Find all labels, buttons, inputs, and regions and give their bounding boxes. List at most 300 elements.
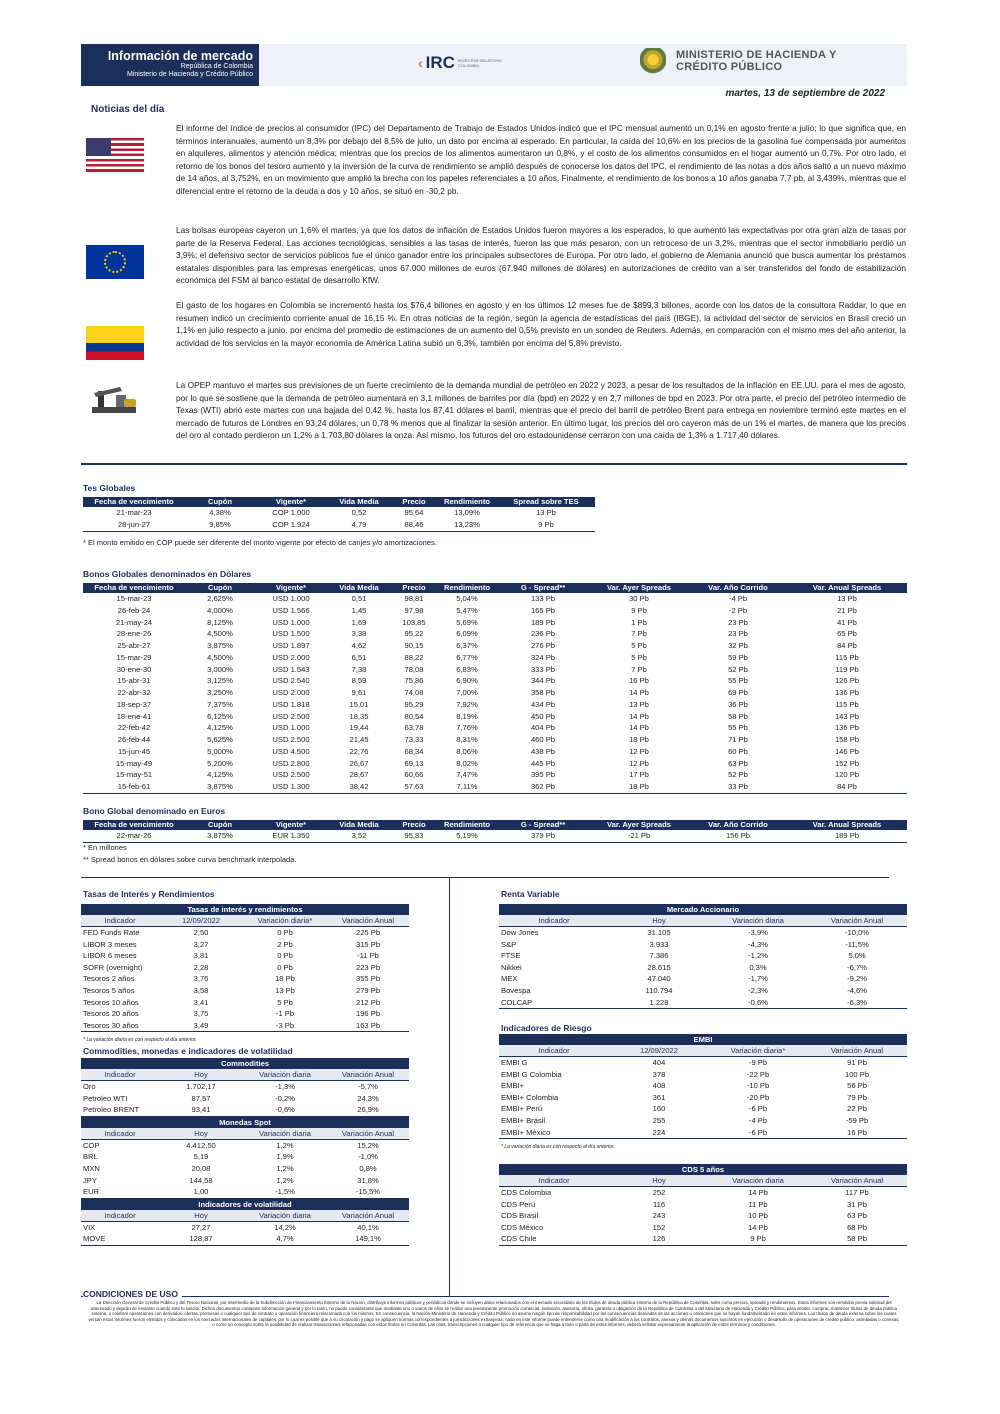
volatility-col-header: Variación diaria (243, 1210, 327, 1222)
table-cell: 14 Pb (629, 723, 649, 733)
table-cell: -0,6% (709, 997, 807, 1009)
table-cell: 189 Pb (530, 617, 556, 627)
table-cell: 0,52 (351, 508, 367, 517)
table-cell: 110.794 (645, 985, 673, 995)
table-cell: 38,42 (327, 781, 391, 793)
usd-bonds-row (83, 781, 907, 793)
table-cell: 236 Pb (530, 629, 556, 639)
table-cell: 100 Pb (844, 1069, 870, 1079)
table-cell: 47.040 (647, 974, 671, 984)
table-cell: 63,78 (404, 723, 424, 733)
commodities-band-label: Commodities (81, 1058, 409, 1069)
table-cell: 189 Pb (787, 830, 907, 842)
table-cell: 22,76 (349, 746, 369, 756)
embi-row (499, 1057, 907, 1069)
table-cell: 156 Pb (689, 830, 787, 842)
usd-bonds-row (83, 711, 907, 723)
table-cell: USD 2.000 (272, 652, 310, 662)
table-cell: 18-ene-41 (116, 711, 152, 721)
equity-band (499, 904, 907, 915)
table-cell: 60 Pb (728, 746, 748, 756)
table-cell: USD 1.000 (272, 594, 310, 603)
table-cell: 15-may-49 (115, 758, 153, 768)
volatility-row (81, 1221, 409, 1233)
volatility-band-label: Indicadores de volatilidad (81, 1198, 409, 1210)
usd-bonds-col-header: Var. Anual Spreads (787, 583, 907, 593)
table-cell: Bovespa (501, 985, 531, 995)
table-cell: 88,46 (391, 519, 437, 531)
embi-band (499, 1034, 907, 1045)
commodities-row (81, 1081, 409, 1093)
table-cell: COP (83, 1140, 100, 1150)
usd-bonds-row (83, 675, 907, 687)
table-cell: USD 2.540 (272, 676, 310, 686)
table-cell: 15,2% (357, 1140, 379, 1150)
eur-note-2: ** Spread bonos en dólares sobre curva benchmark interpolada. (83, 855, 297, 864)
oil-pump-icon (90, 385, 140, 415)
usd-bonds-row (83, 758, 907, 770)
cmv-table (81, 1058, 409, 1246)
ministry-logo (640, 48, 837, 74)
table-cell: 1,2% (276, 1140, 294, 1150)
table-cell: -10,0% (844, 928, 870, 937)
table-cell: -21 Pb (589, 830, 689, 842)
table-cell: 28-ene-26 (116, 629, 152, 639)
ministry-name-1: MINISTERIO DE HACIENDA Y (676, 49, 837, 61)
eur-bond-table (83, 820, 907, 843)
rates-row (81, 927, 409, 939)
table-cell: EMBI+ Colombia (501, 1092, 559, 1102)
table-cell: 1,45 (351, 605, 367, 615)
eur-bond-col-header: G - Spread** (497, 820, 589, 830)
usd-bonds-col-header: Rendimiento (437, 583, 497, 593)
table-cell: FED Funds Rate (83, 928, 140, 937)
table-cell: 0 Pb (277, 928, 293, 937)
table-cell: 9,61 (351, 688, 367, 697)
equity-row (499, 939, 907, 951)
table-cell: -1,5% (243, 1186, 327, 1198)
table-cell: 16 Pb (807, 1127, 907, 1139)
fx-col-header: Indicador (81, 1128, 159, 1140)
table-cell: 0,8% (359, 1163, 377, 1173)
table-cell: 5 Pb (631, 652, 647, 662)
table-cell: 18-sep-37 (116, 699, 152, 709)
table-cell: -1,3% (275, 1082, 295, 1091)
table-cell: -0,2% (275, 1093, 295, 1103)
table-cell: 8,06% (456, 746, 478, 756)
table-cell: -4,6% (847, 985, 867, 995)
embi-row (499, 1080, 907, 1092)
conditions-title: CONDICIONES DE USO (83, 1289, 182, 1299)
table-cell: COP 1.000 (272, 508, 310, 517)
header-subtitle-1: República de Colombia (180, 63, 253, 70)
fx-col-header: Variación Anual (327, 1128, 409, 1140)
table-cell: Oro (83, 1082, 96, 1091)
table-cell: 117 Pb (845, 1188, 869, 1197)
embi-col-header: 12/09/2022 (609, 1045, 709, 1057)
embi-row (499, 1069, 907, 1081)
rates-row (81, 962, 409, 974)
table-cell: 255 (652, 1115, 666, 1125)
table-cell: 252 (652, 1188, 666, 1197)
eur-bond-col-header: Vigente* (255, 820, 327, 830)
table-cell: 31.105 (647, 928, 671, 937)
header-subtitle-2: Ministerio de Hacienda y Crédito Público (126, 71, 253, 78)
table-cell: 0 Pb (277, 962, 293, 972)
table-cell: 69,13 (404, 758, 424, 768)
news-item-oil: La OPEP mantuvo el martes sus previsiones de un fuerte crecimiento de la demanda mundial de petróleo en 2022 y 2023, a pesar de los resultados de la inflación en EE.UU. para el mes de agosto, por lo que se sostiene que la demanda de petróleo aumentará en 3,1 millones de barriles por día (bpd) en 2022 y en 2,7 millones de bpd en 2023. Por otra parte, el precio del petróleo intermedio de Texas (WTI) abrió este martes con una bajada del 0,42 %, hasta los 87,41 dólares el barril, mientras que el precio del barril de petróleo Brent para entrega en noviembre terminó este martes en el mercado de futuros de Londres en 93,24 dólares, un 0,78 % menos que al finalizar la sesión anterior. En último lugar, los precios del oro cayeron más de un 1% el martes, de manera que los precios del oro al contado perdieron un 1,2% a 1.703,80 dólares la onza. Así mismo, los futuros del oro estadounidense cerraron con una caída de 1,3% a 1.717,40 dólares. (176, 380, 906, 441)
table-cell: 404 Pb (530, 723, 556, 733)
table-cell: EMBI G (501, 1058, 528, 1067)
usd-bonds-row (83, 640, 907, 652)
table-cell: MEX (501, 974, 518, 984)
table-cell: 1,69 (351, 617, 367, 627)
table-cell: -4 Pb (728, 594, 748, 603)
table-cell: 95,29 (404, 699, 424, 709)
table-cell: 0 Pb (277, 951, 293, 961)
risk-note: * La variación diaria es con respecto al día anterior. (501, 1144, 615, 1150)
table-cell: -15,5% (327, 1186, 409, 1198)
table-cell: 36 Pb (728, 699, 748, 709)
eur-bond-col-header: Cupón (185, 820, 255, 830)
tes-header-row (83, 497, 595, 507)
table-cell: 120 Pb (834, 770, 860, 780)
table-cell: 8,31% (456, 735, 478, 744)
table-cell: 6,125% (207, 711, 233, 721)
table-cell: 3,875% (185, 781, 255, 793)
table-cell: 404 (652, 1058, 666, 1067)
table-cell: 15-jun-45 (117, 746, 151, 756)
conditions-divider (81, 1296, 889, 1297)
table-cell: 1,2% (276, 1163, 294, 1173)
table-cell: EUR 1.350 (255, 830, 327, 842)
table-cell: 21-may-24 (115, 617, 153, 627)
table-cell: USD 1.500 (272, 629, 310, 639)
commodities-col-header: Indicador (81, 1069, 159, 1081)
cds-band-label: CDS 5 años (499, 1164, 907, 1175)
table-cell: 1,2% (276, 1175, 294, 1185)
table-cell: 119 Pb (835, 664, 859, 674)
table-cell: 8,59 (351, 676, 367, 686)
table-cell: 116 (652, 1199, 666, 1209)
table-cell: 115 Pb (835, 699, 859, 709)
volatility-col-header: Hoy (159, 1210, 243, 1222)
table-cell: USD 2.000 (272, 688, 310, 697)
table-cell: 21 Pb (837, 605, 857, 615)
table-cell: 80,54 (404, 711, 424, 721)
equity-col-header: Variación Anual (807, 915, 907, 927)
rates-header-row (81, 915, 409, 927)
table-cell: 26-feb-44 (117, 735, 151, 744)
table-cell: -1,2% (748, 951, 768, 961)
cds-col-header: Variación diaria (709, 1175, 807, 1187)
us-flag-icon (86, 138, 144, 172)
table-cell: 87,57 (191, 1093, 211, 1103)
table-cell: 11 Pb (748, 1199, 768, 1209)
table-cell: 4,000% (207, 605, 233, 615)
table-cell: 438 Pb (530, 746, 556, 756)
table-cell: 12 Pb (629, 746, 649, 756)
equity-row (499, 950, 907, 962)
table-cell: Tesoros 30 años (81, 1020, 159, 1032)
table-cell: S&P (501, 939, 517, 949)
equity-header-row (499, 915, 907, 927)
rates-row (81, 1020, 409, 1032)
table-cell: USD 2.500 (272, 735, 310, 744)
table-cell: 165 Pb (530, 605, 556, 615)
volatility-col-header: Variación Anual (327, 1210, 409, 1222)
table-cell: 3,76 (193, 974, 209, 984)
eur-note-1: * En millones (83, 843, 127, 852)
table-cell: 1.702,17 (186, 1082, 216, 1091)
table-cell: 18,35 (349, 711, 369, 721)
news-item-us: El informe del índice de precios al consumidor (IPC) del Departamento de Trabajo de Estados Unidos indicó que el IPC mensual aumentó un 0,1% en agosto frente a julio; lo que significa que, en términos interanuales, aumentó un 8,3% por debajo del 8,5% de julio, un dato por encima al esperado. En particular, la caída del 10,6% en los precios de la gasolina fue compensada por aumentos en alquileres, alimentos y atención médica; mientras que los precios de los alimentos aumentaron un 0,8%, y el costo de los alimentos consumidos en el hogar aumentó un 0,7%. Por otro lado, el retorno de los bonos del tesoro aumentó y la inversión de la curva de rendimiento se amplió después de conocerse los datos del IPC, el rendimiento de las notas a dos años saltó a un nuevo máximo de 14 años, al 3,752%, en un movimiento que amplió la brecha con los papeles referenciales a 10 años. Finalmente, el rendimiento de los bonos a 10 años ganaba 7,7 pb, al 3,439%, mientras que el diferencial entre el retorno de la deuda a dos y 10 años, se situó en -30,2 pb. (176, 123, 906, 196)
irc-logo-text: IRC (425, 53, 455, 72)
table-cell: LIBOR 6 meses (83, 951, 137, 961)
table-cell: 84 Pb (837, 641, 857, 650)
commodities-row (81, 1093, 409, 1105)
table-cell: 3,000% (207, 664, 233, 674)
table-cell: 15-abr-31 (117, 676, 151, 686)
table-cell: 152 Pb (834, 758, 860, 768)
table-cell: 355 Pb (355, 974, 381, 984)
table-cell: CDS Chile (499, 1233, 609, 1245)
table-cell: 7,00% (456, 688, 478, 697)
table-cell: 196 Pb (355, 1009, 381, 1019)
table-cell: 65 Pb (837, 629, 857, 639)
eur-bond-col-header: Fecha de vencimiento (83, 820, 185, 830)
eur-bond-col-header: Precio (391, 820, 437, 830)
table-cell: 58 Pb (728, 711, 748, 721)
table-cell: 3,58 (193, 985, 209, 995)
rates-row (81, 985, 409, 997)
table-cell: 19,44 (349, 723, 369, 733)
fx-col-header: Hoy (159, 1128, 243, 1140)
tables-divider (81, 877, 889, 878)
table-cell: 7 Pb (631, 629, 647, 639)
rates-col-header: Variación Anual (327, 915, 409, 927)
tes-title: Tes Globales (83, 483, 136, 493)
table-cell: -20 Pb (746, 1092, 770, 1102)
irc-logo (418, 52, 506, 74)
table-cell: 1.228 (609, 997, 709, 1009)
table-cell: 6,37% (456, 641, 478, 650)
rates-row (81, 1008, 409, 1020)
table-cell: 7 Pb (631, 664, 647, 674)
eur-bond-col-header: Var. Ayer Spreads (589, 820, 689, 830)
table-cell: 15-mar-23 (116, 594, 152, 603)
table-cell: EMBI+ Perú (501, 1104, 543, 1114)
table-cell: -59 Pb (845, 1115, 869, 1125)
table-cell: 3,38 (351, 629, 367, 639)
table-cell: 17 Pb (629, 770, 649, 780)
table-cell: -3,9% (748, 928, 768, 937)
table-cell: 333 Pb (530, 664, 556, 674)
news-title: Noticias del día (91, 104, 165, 115)
table-cell: 7.386 (649, 951, 669, 961)
usd-bonds-table (83, 583, 907, 794)
table-cell: COLCAP (499, 997, 609, 1009)
usd-bonds-row (83, 617, 907, 629)
table-cell: 460 Pb (530, 735, 556, 744)
equity-col-header: Indicador (499, 915, 609, 927)
table-cell: 13,23% (437, 519, 497, 531)
cds-row (499, 1210, 907, 1222)
table-cell: 55 Pb (728, 676, 748, 686)
table-cell: Tesoros 10 años (83, 997, 139, 1007)
table-cell: USD 1.300 (255, 781, 327, 793)
usd-bonds-col-header: Cupón (185, 583, 255, 593)
table-cell: 6,77% (456, 652, 478, 662)
cds-table (499, 1164, 907, 1246)
table-cell: -10 Pb (746, 1081, 770, 1091)
table-cell: SOFR (overnight) (83, 962, 143, 972)
table-cell: USD 2.800 (272, 758, 310, 768)
tes-col-header: Spread sobre TES (497, 497, 595, 507)
table-cell: 7,47% (456, 770, 478, 780)
table-cell: 128,87 (159, 1233, 243, 1245)
rates-col-header: 12/09/2022 (159, 915, 243, 927)
table-cell: 1,9% (276, 1152, 294, 1162)
eur-bond-col-header: Var. Año Corrido (689, 820, 787, 830)
table-cell: 315 Pb (355, 939, 381, 949)
usd-bonds-col-header: Fecha de vencimiento (83, 583, 185, 593)
table-cell: 395 Pb (530, 770, 556, 780)
usd-bonds-row (83, 628, 907, 640)
table-cell: 2,625% (207, 594, 233, 603)
table-cell: 4,125% (207, 723, 233, 733)
equity-row (499, 997, 907, 1009)
usd-bonds-title: Bonos Globales denominados en Dólares (83, 569, 252, 579)
table-cell: 9 Pb (497, 519, 595, 531)
table-cell: 25-abr-27 (117, 641, 151, 650)
table-cell: 6,51 (351, 652, 367, 662)
table-cell: 408 (652, 1081, 666, 1091)
table-cell: 344 Pb (530, 676, 556, 686)
tes-col-header: Rendimiento (437, 497, 497, 507)
embi-col-header: Variación diaria* (709, 1045, 807, 1057)
table-cell: USD 2.500 (272, 711, 310, 721)
table-cell: 22-feb-42 (117, 723, 151, 733)
cds-header-row (499, 1175, 907, 1187)
table-cell: 445 Pb (530, 758, 556, 768)
table-cell: 14 Pb (748, 1188, 768, 1197)
table-cell: 126 Pb (834, 676, 860, 686)
usd-bonds-row (83, 605, 907, 617)
table-cell: 5,0% (848, 951, 866, 961)
table-cell: Nikkei (501, 962, 522, 972)
usd-bonds-col-header: Vigente* (255, 583, 327, 593)
table-cell: 144,58 (189, 1175, 213, 1185)
volatility-row (81, 1233, 409, 1245)
table-cell: 5,19 (193, 1152, 209, 1162)
table-cell: 5,47% (456, 605, 478, 615)
cmv-title: Commodities, monedas e indicadores de volatilidad (83, 1046, 293, 1056)
table-cell: 5,625% (207, 735, 233, 744)
embi-col-header: Indicador (499, 1045, 609, 1057)
embi-header-row (499, 1045, 907, 1057)
table-cell: -6,7% (847, 962, 867, 972)
table-cell: 13 Pb (536, 508, 556, 517)
table-cell: EMBI G Colombia (501, 1069, 562, 1079)
irc-logo-small: INVESTOR RELATIONS COLOMBIA (457, 58, 502, 68)
table-cell: 378 (652, 1069, 666, 1079)
table-cell: 41 Pb (837, 617, 857, 627)
table-cell: 57,63 (391, 781, 437, 793)
usd-bonds-col-header: G - Spread** (497, 583, 589, 593)
usd-bonds-row (83, 593, 907, 605)
table-cell: 7,375% (207, 699, 233, 709)
table-cell: -9 Pb (748, 1058, 768, 1067)
table-cell: Petroleo WTI (83, 1093, 128, 1103)
rates-note: * La variación diaria es con respecto al día anterior. (83, 1037, 197, 1043)
table-cell: 3,875% (185, 830, 255, 842)
table-cell: 3,75 (193, 1009, 209, 1019)
table-cell: 14 Pb (748, 1222, 768, 1232)
news-divider (81, 463, 907, 465)
table-cell: 7,11% (437, 781, 497, 793)
table-cell: USD 1.000 (272, 617, 310, 627)
table-cell: MOVE (81, 1233, 159, 1245)
table-cell: 2 Pb (277, 939, 293, 949)
table-cell: USD 1.566 (272, 605, 310, 615)
eur-bond-col-header: Var. Anual Spreads (787, 820, 907, 830)
table-cell: -22 Pb (746, 1069, 770, 1079)
table-cell: 60,66 (404, 770, 424, 780)
table-cell: USD 1.543 (272, 664, 310, 674)
embi-row (499, 1115, 907, 1127)
table-cell: 23 Pb (728, 629, 748, 639)
table-cell: 3,125% (207, 676, 233, 686)
usd-bonds-row (83, 699, 907, 711)
table-cell: FTSE (501, 951, 521, 961)
table-cell: 5,04% (456, 594, 478, 603)
tes-col-header: Vida Media (327, 497, 391, 507)
table-cell: 31 Pb (847, 1199, 867, 1209)
table-cell: 22 Pb (847, 1104, 867, 1114)
table-cell: 93,41 (159, 1104, 243, 1116)
colombia-flag-icon (86, 326, 144, 360)
table-cell: 97,98 (404, 605, 424, 615)
table-cell: 160 (652, 1104, 666, 1114)
table-cell: 3,250% (207, 688, 233, 697)
usd-bonds-row (83, 769, 907, 781)
table-cell: 40,1% (357, 1222, 379, 1232)
table-cell: -6 Pb (709, 1127, 807, 1139)
table-cell: Dow Jones (501, 928, 539, 937)
table-cell: -6 Pb (748, 1104, 768, 1114)
table-cell: LIBOR 3 meses (83, 939, 137, 949)
table-cell: 15-mar-29 (116, 652, 152, 662)
tes-note: * El monto emitido en COP puede ser diferente del monto vigente por efecto de canjes y/o amortizaciones. (83, 538, 437, 547)
tes-col-header: Precio (391, 497, 437, 507)
eur-bond-col-header: Rendimiento (437, 820, 497, 830)
table-cell: 16 Pb (629, 676, 649, 686)
table-cell: 7,92% (456, 699, 478, 709)
table-cell: 6,83% (456, 664, 478, 674)
table-cell: 3,875% (207, 641, 233, 650)
table-cell: 5 Pb (631, 641, 647, 650)
table-cell: 21-mar-23 (116, 508, 152, 517)
embi-col-header: Variación Anual (807, 1045, 907, 1057)
table-cell: -2,3% (748, 985, 768, 995)
risk-table (499, 1034, 907, 1139)
rates-table (81, 904, 409, 1032)
cds-col-header: Variación Anual (807, 1175, 907, 1187)
equity-table (499, 904, 907, 1009)
table-cell: 279 Pb (355, 985, 381, 995)
table-cell: 5,000% (207, 746, 233, 756)
